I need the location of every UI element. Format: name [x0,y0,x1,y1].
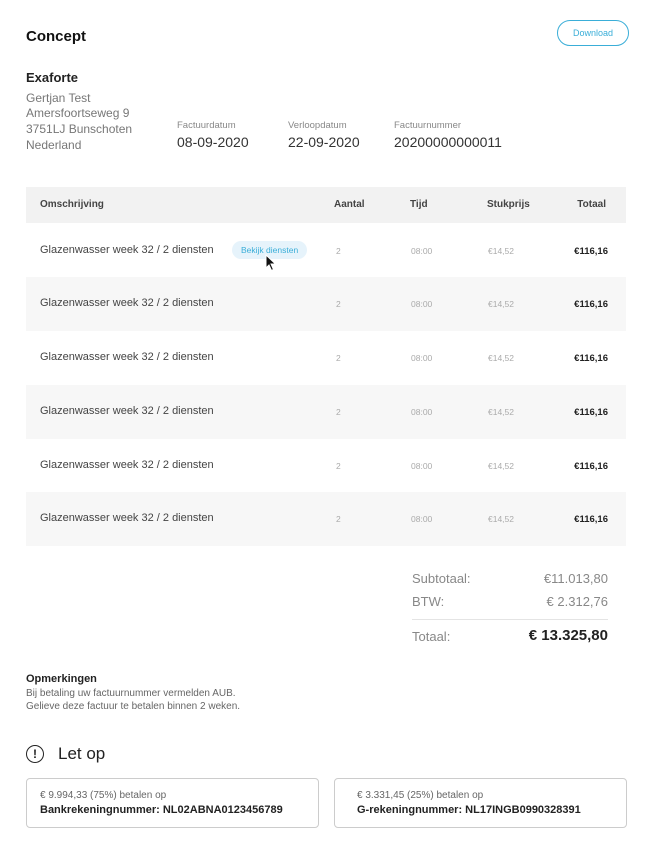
row-description: Glazenwasser week 32 / 2 diensten [40,459,214,471]
row-unit-price: €14,52 [488,246,514,256]
due-date: 22-09-2020 [288,134,360,150]
row-total: €116,16 [574,246,608,257]
column-header-unit-price: Stukprijs [487,199,530,210]
table-row [26,331,626,385]
vat-label: BTW: [412,594,445,609]
row-description: Glazenwasser week 32 / 2 diensten [40,297,214,309]
row-unit-price: €14,52 [488,461,514,471]
table-row [26,385,626,439]
subtotal-value: €11.013,80 [543,571,608,586]
payment-box-bank [26,778,319,828]
row-quantity: 2 [336,353,341,363]
payment-amount: € 3.331,45 (25%) betalen op [357,790,484,801]
column-header-quantity: Aantal [334,199,365,210]
row-total: €116,16 [574,514,608,525]
customer-country: Nederland [26,138,82,152]
row-description: Glazenwasser week 32 / 2 diensten [40,244,214,256]
table-header [26,187,626,223]
invoice-number: 20200000000011 [394,134,502,150]
table-row [26,224,626,278]
payment-account: Bankrekeningnummer: NL02ABNA0123456789 [40,804,283,816]
row-quantity: 2 [336,299,341,309]
view-services-button[interactable]: Bekijk diensten [232,241,307,259]
subtotal-label: Subtotaal: [412,571,471,586]
row-quantity: 2 [336,246,341,256]
column-header-time: Tijd [410,199,428,210]
row-total: €116,16 [574,407,608,418]
row-time: 08:00 [411,246,433,256]
invoice-date: 08-09-2020 [177,134,249,150]
payment-account: G-rekeningnummer: NL17INGB0990328391 [357,804,581,816]
remarks-title: Opmerkingen [26,673,97,685]
row-quantity: 2 [336,407,341,417]
table-row [26,277,626,331]
row-unit-price: €14,52 [488,353,514,363]
table-row [26,439,626,493]
table-row [26,492,626,546]
payment-amount: € 9.994,33 (75%) betalen op [40,790,167,801]
row-unit-price: €14,52 [488,407,514,417]
column-header-description: Omschrijving [40,199,104,210]
row-total: €116,16 [574,299,608,310]
row-time: 08:00 [411,407,433,417]
customer-postal-city: 3751LJ Bunschoten [26,122,133,136]
row-description: Glazenwasser week 32 / 2 diensten [40,512,214,524]
row-time: 08:00 [411,353,433,363]
customer-company: Exaforte [26,70,79,85]
row-time: 08:00 [411,461,433,471]
row-total: €116,16 [574,353,608,364]
row-quantity: 2 [336,514,341,524]
row-time: 08:00 [411,299,433,309]
total-label: Totaal: [412,629,451,644]
download-button[interactable]: Download [557,20,629,46]
vat-value: € 2.312,76 [546,594,608,609]
page-title: Concept [26,28,86,45]
invoice-date-label: Factuurdatum [177,120,236,131]
row-time: 08:00 [411,514,433,524]
row-quantity: 2 [336,461,341,471]
total-value: € 13.325,80 [528,627,608,644]
customer-name: Gertjan Test [26,91,91,105]
remark-line: Bij betaling uw factuurnummer vermelden AUB. [26,688,236,699]
remark-line: Gelieve deze factuur te betalen binnen 2 weken. [26,701,241,712]
warning-icon: ! [26,745,44,763]
row-unit-price: €14,52 [488,514,514,524]
notice-title: Let op [58,744,106,763]
invoice-number-label: Factuurnummer [394,120,462,131]
mouse-pointer-icon [265,254,277,272]
row-total: €116,16 [574,461,608,472]
row-unit-price: €14,52 [488,299,514,309]
customer-street: Amersfoortseweg 9 [26,106,130,120]
due-date-label: Verloopdatum [288,120,347,131]
payment-box-g-account [334,778,627,828]
row-description: Glazenwasser week 32 / 2 diensten [40,405,214,417]
column-header-total: Totaal [577,199,606,210]
row-description: Glazenwasser week 32 / 2 diensten [40,351,214,363]
summary-divider [412,619,608,620]
